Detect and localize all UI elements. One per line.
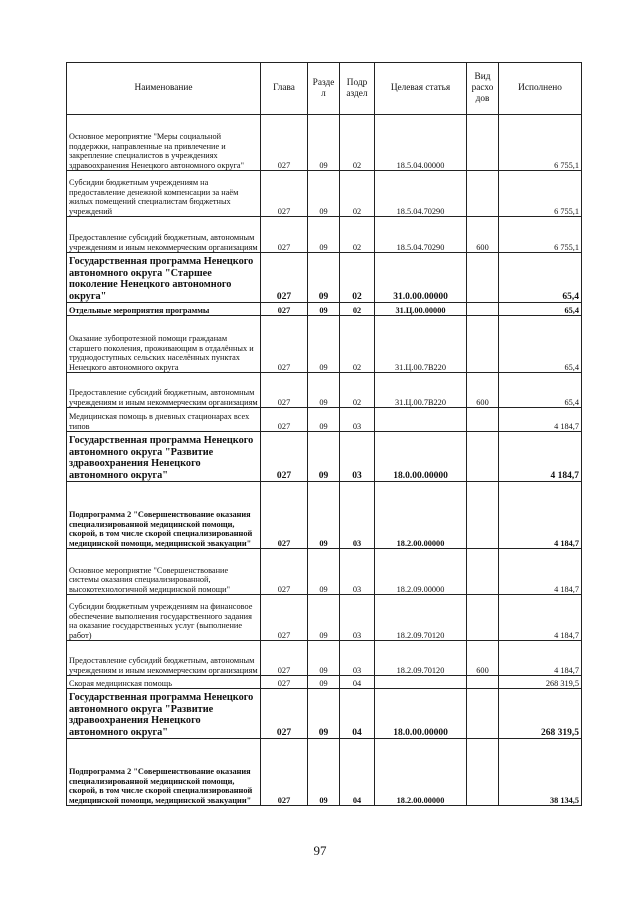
table-row	[67, 373, 582, 408]
row-vid	[467, 676, 499, 689]
row-glava: 027	[261, 689, 308, 739]
row-podrazdel: 04	[340, 739, 375, 806]
row-name: Отдельные мероприятия программы	[67, 303, 261, 316]
table-row	[67, 253, 582, 303]
table-row	[67, 171, 582, 217]
table-row	[67, 316, 582, 373]
row-name: Подпрограмма 2 "Совершенствование оказания специализированной медицинской помощи, скорой, в том числе скорой специализированной медицинской помощи, медицинской эвакуации"	[67, 482, 261, 549]
header-podrazdel: Подр аздел	[340, 63, 375, 115]
row-ispolneno: 4 184,7	[499, 432, 582, 482]
row-glava: 027	[261, 253, 308, 303]
row-glava: 027	[261, 595, 308, 641]
row-razdel: 09	[308, 408, 340, 432]
row-vid	[467, 689, 499, 739]
row-ispolneno: 268 319,5	[499, 676, 582, 689]
row-ispolneno: 65,4	[499, 373, 582, 408]
row-name: Государственная программа Ненецкого автономного округа "Старшее поколение Ненецкого автономного округа"	[67, 253, 261, 303]
table-row	[67, 676, 582, 689]
row-razdel: 09	[308, 482, 340, 549]
row-name: Медицинская помощь в дневных стационарах всех типов	[67, 408, 261, 432]
row-podrazdel: 02	[340, 253, 375, 303]
row-podrazdel: 03	[340, 432, 375, 482]
row-podrazdel: 02	[340, 303, 375, 316]
row-glava: 027	[261, 676, 308, 689]
row-glava: 027	[261, 316, 308, 373]
row-ispolneno: 268 319,5	[499, 689, 582, 739]
row-razdel: 09	[308, 432, 340, 482]
row-podrazdel: 02	[340, 316, 375, 373]
table-row	[67, 303, 582, 316]
row-ispolneno: 38 134,5	[499, 739, 582, 806]
row-vid	[467, 316, 499, 373]
row-podrazdel: 03	[340, 641, 375, 676]
row-razdel: 09	[308, 303, 340, 316]
row-celevaya: 18.2.00.00000	[375, 482, 467, 549]
row-razdel: 09	[308, 641, 340, 676]
row-ispolneno: 65,4	[499, 316, 582, 373]
row-name: Оказание зубопротезной помощи гражданам старшего поколения, проживающим в отдалённых и труднодоступных сельских населённых пунктах Ненецкого автономного округа	[67, 316, 261, 373]
row-podrazdel: 02	[340, 373, 375, 408]
row-vid	[467, 549, 499, 595]
row-podrazdel: 03	[340, 482, 375, 549]
table-row	[67, 482, 582, 549]
row-ispolneno: 4 184,7	[499, 408, 582, 432]
row-glava: 027	[261, 482, 308, 549]
row-glava: 027	[261, 432, 308, 482]
row-name: Предоставление субсидий бюджетным, автономным учреждениям и иным некоммерческим организациям	[67, 217, 261, 253]
row-vid	[467, 432, 499, 482]
row-ispolneno: 4 184,7	[499, 641, 582, 676]
row-glava: 027	[261, 171, 308, 217]
row-glava: 027	[261, 373, 308, 408]
row-vid: 600	[467, 641, 499, 676]
row-razdel: 09	[308, 373, 340, 408]
row-razdel: 09	[308, 739, 340, 806]
header-celevaya: Целевая статья	[375, 63, 467, 115]
table-row	[67, 689, 582, 739]
row-vid	[467, 171, 499, 217]
row-razdel: 09	[308, 316, 340, 373]
row-vid	[467, 739, 499, 806]
row-celevaya	[375, 676, 467, 689]
row-podrazdel: 03	[340, 408, 375, 432]
row-razdel: 09	[308, 115, 340, 171]
table-row	[67, 432, 582, 482]
header-ispolneno: Исполнено	[499, 63, 582, 115]
row-vid	[467, 303, 499, 316]
header-vid: Вид расхо дов	[467, 63, 499, 115]
row-celevaya: 31.Ц.00.00000	[375, 303, 467, 316]
table-row	[67, 115, 582, 171]
row-name: Предоставление субсидий бюджетным, автономным учреждениям и иным некоммерческим организациям	[67, 641, 261, 676]
row-ispolneno: 6 755,1	[499, 115, 582, 171]
row-podrazdel: 04	[340, 676, 375, 689]
row-ispolneno: 4 184,7	[499, 482, 582, 549]
row-celevaya: 18.5.04.70290	[375, 217, 467, 253]
row-podrazdel: 04	[340, 689, 375, 739]
row-name: Подпрограмма 2 "Совершенствование оказания специализированной медицинской помощи, скорой, в том числе скорой специализированной медицинской помощи, медицинской эвакуации"	[67, 739, 261, 806]
table-row	[67, 739, 582, 806]
row-ispolneno: 4 184,7	[499, 595, 582, 641]
row-razdel: 09	[308, 171, 340, 217]
row-ispolneno: 6 755,1	[499, 217, 582, 253]
row-celevaya: 18.5.04.70290	[375, 171, 467, 217]
row-vid: 600	[467, 217, 499, 253]
row-podrazdel: 02	[340, 115, 375, 171]
row-celevaya: 31.0.00.00000	[375, 253, 467, 303]
table-row	[67, 641, 582, 676]
header-glava: Глава	[261, 63, 308, 115]
table-row	[67, 595, 582, 641]
row-glava: 027	[261, 408, 308, 432]
row-name: Скорая медицинская помощь	[67, 676, 261, 689]
budget-table	[66, 62, 582, 806]
row-name: Основное мероприятие "Меры социальной поддержки, направленные на привлечение и закрепление специалистов в учреждениях здравоохранения Ненецкого автономного округа"	[67, 115, 261, 171]
row-glava: 027	[261, 549, 308, 595]
row-celevaya: 18.0.00.00000	[375, 689, 467, 739]
row-glava: 027	[261, 217, 308, 253]
row-ispolneno: 4 184,7	[499, 549, 582, 595]
row-glava: 027	[261, 115, 308, 171]
row-podrazdel: 03	[340, 595, 375, 641]
row-vid: 600	[467, 373, 499, 408]
table-row	[67, 217, 582, 253]
row-razdel: 09	[308, 549, 340, 595]
row-name: Государственная программа Ненецкого автономного округа "Развитие здравоохранения Ненецкого автономного округа"	[67, 432, 261, 482]
row-celevaya: 31.Ц.00.7В220	[375, 316, 467, 373]
row-ispolneno: 65,4	[499, 303, 582, 316]
row-vid	[467, 408, 499, 432]
row-glava: 027	[261, 303, 308, 316]
row-glava: 027	[261, 641, 308, 676]
row-glava: 027	[261, 739, 308, 806]
row-celevaya	[375, 408, 467, 432]
row-name: Субсидии бюджетным учреждениям на финансовое обеспечение выполнения государственного задания на оказание государственных услуг (выполнение работ)	[67, 595, 261, 641]
row-celevaya: 18.2.09.70120	[375, 595, 467, 641]
table-header-row	[67, 63, 582, 115]
row-podrazdel: 02	[340, 171, 375, 217]
row-celevaya: 18.2.09.00000	[375, 549, 467, 595]
row-celevaya: 31.Ц.00.7В220	[375, 373, 467, 408]
row-razdel: 09	[308, 676, 340, 689]
row-vid	[467, 115, 499, 171]
row-name: Государственная программа Ненецкого автономного округа "Развитие здравоохранения Ненецкого автономного округа"	[67, 689, 261, 739]
row-ispolneno: 65,4	[499, 253, 582, 303]
header-name: Наименование	[67, 63, 261, 115]
row-podrazdel: 03	[340, 549, 375, 595]
row-vid	[467, 595, 499, 641]
row-vid	[467, 482, 499, 549]
row-celevaya: 18.5.04.00000	[375, 115, 467, 171]
row-razdel: 09	[308, 217, 340, 253]
row-name: Субсидии бюджетным учреждениям на предоставление денежной компенсации за наём жилых помещений специалистам бюджетных учреждений	[67, 171, 261, 217]
row-razdel: 09	[308, 253, 340, 303]
row-celevaya: 18.2.00.00000	[375, 739, 467, 806]
row-celevaya: 18.2.09.70120	[375, 641, 467, 676]
header-razdel: Разде л	[308, 63, 340, 115]
row-ispolneno: 6 755,1	[499, 171, 582, 217]
row-celevaya: 18.0.00.00000	[375, 432, 467, 482]
row-name: Основное мероприятие "Совершенствование системы оказания специализированной, высокотехнологичной медицинской помощи"	[67, 549, 261, 595]
table-row	[67, 549, 582, 595]
row-podrazdel: 02	[340, 217, 375, 253]
table-row	[67, 408, 582, 432]
page-number: 97	[313, 843, 327, 858]
row-name: Предоставление субсидий бюджетным, автономным учреждениям и иным некоммерческим организациям	[67, 373, 261, 408]
row-vid	[467, 253, 499, 303]
row-razdel: 09	[308, 595, 340, 641]
row-razdel: 09	[308, 689, 340, 739]
